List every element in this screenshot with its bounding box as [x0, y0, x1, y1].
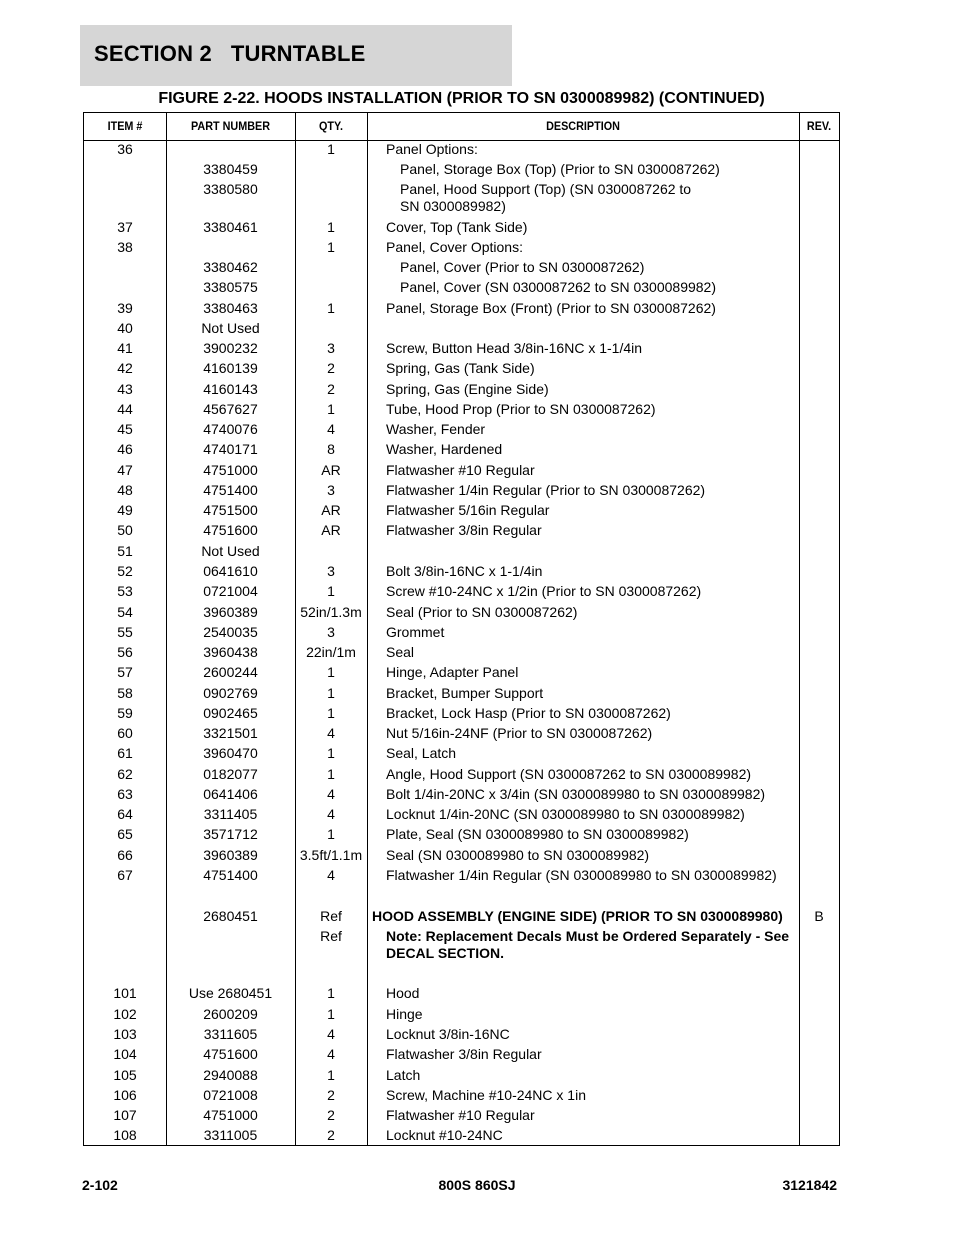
column-divider [367, 113, 368, 1145]
part-number-cell: 0902769 [203, 685, 258, 701]
section-banner [80, 25, 512, 86]
column-divider [799, 113, 800, 1145]
item-number-cell: 106 [113, 1087, 137, 1103]
part-number-cell: 3380580 [203, 181, 258, 197]
description-cell: Plate, Seal (SN 0300089980 to SN 0300089982) [386, 826, 689, 842]
item-number-cell: 53 [117, 583, 133, 599]
quantity-cell: 2 [327, 1107, 335, 1123]
part-number-cell: 2680451 [203, 908, 258, 924]
item-number-cell: 56 [117, 644, 133, 660]
description-cell: Locknut #10-24NC [386, 1127, 503, 1143]
part-number-cell: 2940088 [203, 1067, 258, 1083]
quantity-cell: 1 [327, 1006, 335, 1022]
quantity-cell: 4 [327, 421, 335, 437]
description-cell: Flatwasher 1/4in Regular (Prior to SN 0300087262) [386, 482, 706, 498]
revision-cell: B [814, 908, 824, 924]
part-number-cell: Use 2680451 [188, 985, 273, 1001]
quantity-cell: 1 [327, 826, 335, 842]
item-number-cell: 64 [117, 806, 133, 822]
description-cell: Latch [386, 1067, 421, 1083]
description-cell: Screw, Machine #10-24NC x 1in [386, 1087, 586, 1103]
item-number-cell: 43 [117, 381, 133, 397]
description-cell: Panel Options: [386, 141, 478, 157]
description-cell: Seal (SN 0300089980 to SN 0300089982) [386, 847, 650, 863]
quantity-cell: 1 [327, 705, 335, 721]
quantity-cell: 4 [327, 1026, 335, 1042]
description-cell: Washer, Fender [386, 421, 486, 437]
description-cell: HOOD ASSEMBLY (ENGINE SIDE) (PRIOR TO SN 0300089980) [372, 908, 783, 924]
quantity-cell: 1 [327, 141, 335, 157]
quantity-cell: 1 [327, 401, 335, 417]
part-number-cell: 4751600 [203, 522, 258, 538]
description-cell: Tube, Hood Prop (Prior to SN 0300087262) [386, 401, 656, 417]
item-number-cell: 105 [113, 1067, 137, 1083]
description-cell: Spring, Gas (Tank Side) [386, 360, 535, 376]
item-number-cell: 67 [117, 867, 133, 883]
column-header-part-number: PART NUMBER [190, 119, 271, 133]
item-number-cell: 66 [117, 847, 133, 863]
quantity-cell: 2 [327, 1127, 335, 1143]
parts-table [83, 112, 840, 1146]
description-cell: Panel, Cover (SN 0300087262 to SN 0300089982) [400, 279, 716, 295]
description-cell: Grommet [386, 624, 445, 640]
item-number-cell: 54 [117, 604, 133, 620]
quantity-cell: 3 [327, 563, 335, 579]
item-number-cell: 51 [117, 543, 133, 559]
item-number-cell: 104 [113, 1046, 137, 1062]
description-cell: Hinge, Adapter Panel [386, 664, 519, 680]
description-cell: Locknut 3/8in-16NC [386, 1026, 510, 1042]
part-number-cell: 4160143 [203, 381, 258, 397]
description-cell: Flatwasher #10 Regular [386, 462, 535, 478]
item-number-cell: 55 [117, 624, 133, 640]
description-cell: Note: Replacement Decals Must be Ordered Separately - See DECAL SECTION. [386, 928, 790, 961]
description-cell: Screw #10-24NC x 1/2in (Prior to SN 0300087262) [386, 583, 702, 599]
quantity-cell: 1 [327, 300, 335, 316]
description-cell: Hood [386, 985, 420, 1001]
description-cell: Flatwasher #10 Regular [386, 1107, 535, 1123]
item-number-cell: 107 [113, 1107, 137, 1123]
description-cell: Seal [386, 644, 415, 660]
quantity-cell: 1 [327, 583, 335, 599]
part-number-cell: 3311605 [203, 1026, 258, 1042]
figure-title: FIGURE 2-22. HOODS INSTALLATION (PRIOR TO SN 0300089982) (CONTINUED) [158, 90, 765, 107]
part-number-cell: 3960438 [203, 644, 258, 660]
part-number-cell: 3960389 [203, 847, 258, 863]
quantity-cell: 3 [327, 482, 335, 498]
part-number-cell: 3380462 [203, 259, 258, 275]
quantity-cell: 22in/1m [306, 644, 356, 660]
quantity-cell: 1 [327, 664, 335, 680]
description-cell: Bracket, Bumper Support [386, 685, 544, 701]
part-number-cell: 2540035 [203, 624, 258, 640]
description-cell: Flatwasher 3/8in Regular [386, 522, 542, 538]
section-title: SECTION 2 TURNTABLE [94, 41, 366, 66]
part-number-cell: 0641406 [203, 786, 258, 802]
part-number-cell: 3380463 [203, 300, 258, 316]
part-number-cell: 4740171 [203, 441, 258, 457]
description-cell: Flatwasher 1/4in Regular (SN 0300089980 to SN 0300089982) [386, 867, 777, 883]
column-header-item: ITEM # [107, 119, 143, 133]
quantity-cell: 4 [327, 1046, 335, 1062]
item-number-cell: 42 [117, 360, 133, 376]
part-number-cell: 0721004 [203, 583, 258, 599]
description-cell: Panel, Cover Options: [386, 239, 523, 255]
item-number-cell: 49 [117, 502, 133, 518]
quantity-cell: 1 [327, 1067, 335, 1083]
quantity-cell: 1 [327, 685, 335, 701]
item-number-cell: 45 [117, 421, 133, 437]
item-number-cell: 38 [117, 239, 133, 255]
part-number-cell: 4751000 [203, 462, 258, 478]
description-cell: Bolt 3/8in-16NC x 1-1/4in [386, 563, 543, 579]
part-number-cell: 0721008 [203, 1087, 258, 1103]
part-number-cell: 4751400 [203, 867, 258, 883]
item-number-cell: 61 [117, 745, 133, 761]
part-number-cell: 3571712 [203, 826, 258, 842]
part-number-cell: Not Used [201, 320, 260, 336]
item-number-cell: 40 [117, 320, 133, 336]
quantity-cell: AR [321, 462, 341, 478]
description-cell: Panel, Hood Support (Top) (SN 0300087262 to SN 0300089982) [400, 181, 692, 214]
quantity-cell: 4 [327, 786, 335, 802]
quantity-cell: 4 [327, 806, 335, 822]
quantity-cell: 8 [327, 441, 335, 457]
item-number-cell: 44 [117, 401, 133, 417]
quantity-cell: 1 [327, 985, 335, 1001]
part-number-cell: Not Used [201, 543, 260, 559]
quantity-cell: 2 [327, 381, 335, 397]
description-cell: Washer, Hardened [386, 441, 503, 457]
model-name: 800S 860SJ [438, 1177, 516, 1193]
part-number-cell: 3311005 [203, 1127, 258, 1143]
description-cell: Cover, Top (Tank Side) [386, 219, 528, 235]
quantity-cell: 4 [327, 867, 335, 883]
part-number-cell: 4740076 [203, 421, 258, 437]
part-number-cell: 4751400 [203, 482, 258, 498]
quantity-cell: AR [321, 502, 341, 518]
part-number-cell: 4751600 [203, 1046, 258, 1062]
item-number-cell: 62 [117, 766, 133, 782]
item-number-cell: 39 [117, 300, 133, 316]
description-cell: Seal, Latch [386, 745, 457, 761]
item-number-cell: 65 [117, 826, 133, 842]
description-cell: Panel, Storage Box (Top) (Prior to SN 0300087262) [400, 161, 720, 177]
quantity-cell: Ref [320, 928, 342, 944]
item-number-cell: 59 [117, 705, 133, 721]
quantity-cell: 2 [327, 360, 335, 376]
item-number-cell: 58 [117, 685, 133, 701]
description-cell: Bracket, Lock Hasp (Prior to SN 0300087262) [386, 705, 671, 721]
item-number-cell: 37 [117, 219, 133, 235]
quantity-cell: 1 [327, 219, 335, 235]
part-number-cell: 0182077 [203, 766, 258, 782]
part-number-cell: 3960470 [203, 745, 258, 761]
part-number-cell: 3380461 [203, 219, 258, 235]
part-number-cell: 3380459 [203, 161, 258, 177]
description-cell: Panel, Storage Box (Front) (Prior to SN 0300087262) [386, 300, 716, 316]
item-number-cell: 57 [117, 664, 133, 680]
part-number-cell: 4751500 [203, 502, 258, 518]
description-cell: Angle, Hood Support (SN 0300087262 to SN 0300089982) [386, 766, 752, 782]
column-header-rev: REV. [806, 119, 832, 133]
part-number-cell: 3321501 [203, 725, 258, 741]
description-cell: Flatwasher 5/16in Regular [386, 502, 550, 518]
description-cell: Panel, Cover (Prior to SN 0300087262) [400, 259, 645, 275]
part-number-cell: 3311405 [203, 806, 258, 822]
part-number-cell: 3900232 [203, 340, 258, 356]
description-cell: Locknut 1/4in-20NC (SN 0300089980 to SN 0300089982) [386, 806, 745, 822]
quantity-cell: Ref [320, 908, 342, 924]
description-cell: Seal (Prior to SN 0300087262) [386, 604, 578, 620]
description-cell: Screw, Button Head 3/8in-16NC x 1-1/4in [386, 340, 643, 356]
description-cell: Bolt 1/4in-20NC x 3/4in (SN 0300089980 to SN 0300089982) [386, 786, 766, 802]
part-number-cell: 3960389 [203, 604, 258, 620]
item-number-cell: 47 [117, 462, 133, 478]
part-number-cell: 2600244 [203, 664, 258, 680]
item-number-cell: 48 [117, 482, 133, 498]
quantity-cell: 1 [327, 745, 335, 761]
item-number-cell: 108 [113, 1127, 137, 1143]
description-cell: Hinge [386, 1006, 423, 1022]
description-cell: Spring, Gas (Engine Side) [386, 381, 549, 397]
item-number-cell: 63 [117, 786, 133, 802]
item-number-cell: 103 [113, 1026, 137, 1042]
quantity-cell: 4 [327, 725, 335, 741]
part-number-cell: 2600209 [203, 1006, 258, 1022]
part-number-cell: 4751000 [203, 1107, 258, 1123]
quantity-cell: 1 [327, 239, 335, 255]
column-header-qty: QTY. [318, 119, 343, 133]
item-number-cell: 46 [117, 441, 133, 457]
item-number-cell: 50 [117, 522, 133, 538]
part-number-cell: 0902465 [203, 705, 258, 721]
part-number-cell: 4567627 [203, 401, 258, 417]
page-number: 2-102 [82, 1177, 118, 1193]
quantity-cell: 3 [327, 340, 335, 356]
part-number-cell: 0641610 [203, 563, 258, 579]
item-number-cell: 102 [113, 1006, 137, 1022]
item-number-cell: 101 [113, 985, 137, 1001]
description-cell: Flatwasher 3/8in Regular [386, 1046, 542, 1062]
item-number-cell: 36 [117, 141, 133, 157]
column-header-description: DESCRIPTION [546, 119, 620, 133]
part-number-cell: 3380575 [203, 279, 258, 295]
quantity-cell: 52in/1.3m [300, 604, 362, 620]
item-number-cell: 60 [117, 725, 133, 741]
item-number-cell: 41 [117, 340, 133, 356]
description-cell: Nut 5/16in-24NF (Prior to SN 0300087262) [386, 725, 653, 741]
quantity-cell: 3 [327, 624, 335, 640]
quantity-cell: AR [321, 522, 341, 538]
part-number-cell: 4160139 [203, 360, 258, 376]
quantity-cell: 3.5ft/1.1m [299, 847, 363, 863]
manual-number: 3121842 [782, 1177, 837, 1193]
quantity-cell: 2 [327, 1087, 335, 1103]
quantity-cell: 1 [327, 766, 335, 782]
item-number-cell: 52 [117, 563, 133, 579]
